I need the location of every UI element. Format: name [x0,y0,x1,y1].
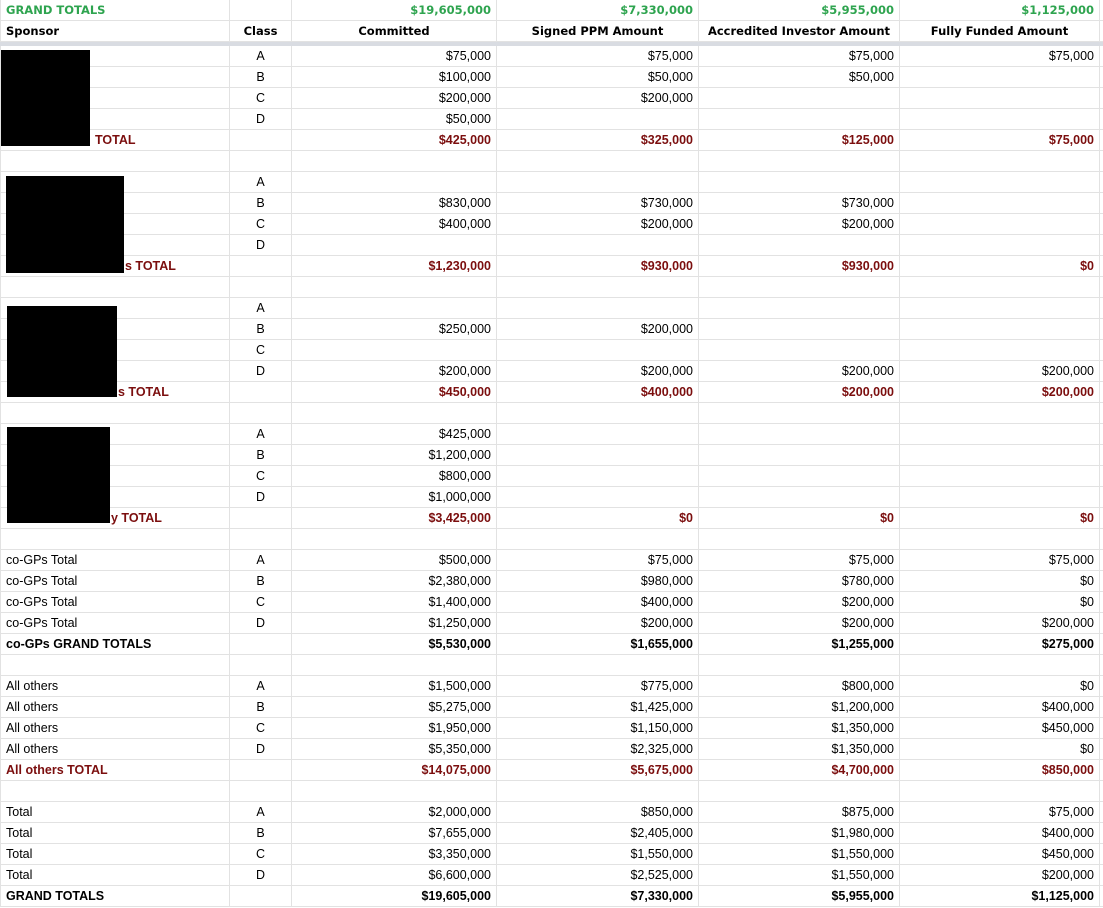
cell-sponsor[interactable]: co-GPs Total [0,592,230,612]
cell-fully-funded[interactable]: $0 [900,571,1100,591]
spacer-row [0,781,1103,802]
cell-signed-ppm[interactable]: $200,000 [497,319,699,339]
empty-cell[interactable] [900,781,1100,801]
cell-fully-funded[interactable]: $0 [900,676,1100,696]
column-header-row [0,21,1103,42]
table-row [0,88,1103,109]
cell-sponsor[interactable]: co-GPs Total [0,613,230,633]
cell-sponsor[interactable]: co-GPs Total [0,550,230,570]
cell-signed-ppm[interactable]: $730,000 [497,193,699,213]
grand-totals-committed[interactable]: $19,605,000 [292,0,497,20]
header-sponsor[interactable]: Sponsor [0,21,230,41]
table-row [0,445,1103,466]
cell-accredited[interactable] [699,487,900,507]
subtotal-label[interactable]: s TOTAL [0,382,230,402]
subtotal-accredited[interactable]: $930,000 [699,256,900,276]
cell-fully-funded[interactable]: $400,000 [900,697,1100,717]
subtotal-signed-ppm[interactable]: $930,000 [497,256,699,276]
cell-accredited[interactable]: $200,000 [699,592,900,612]
cell-accredited[interactable]: $800,000 [699,676,900,696]
cell-class[interactable]: B [230,193,292,213]
cell-class[interactable]: C [230,466,292,486]
cell-committed[interactable]: $75,000 [292,46,497,66]
subtotal-row [0,508,1103,529]
table-row [0,109,1103,130]
cell-signed-ppm[interactable] [497,466,699,486]
subtotal-class-cell[interactable] [230,886,292,906]
redaction-box [6,176,124,273]
cell-accredited[interactable]: $50,000 [699,67,900,87]
cell-class[interactable]: D [230,865,292,885]
cell-committed[interactable]: $100,000 [292,67,497,87]
subtotal-label[interactable]: GRAND TOTALS [0,886,230,906]
cell-committed[interactable]: $6,600,000 [292,865,497,885]
empty-cell[interactable] [0,403,230,423]
subtotal-row [0,130,1103,151]
cell-signed-ppm[interactable]: $200,000 [497,613,699,633]
cell-fully-funded[interactable] [900,466,1100,486]
cell-committed[interactable]: $400,000 [292,214,497,234]
header-committed[interactable]: Committed [292,21,497,41]
cell-signed-ppm[interactable]: $400,000 [497,592,699,612]
cell-class[interactable]: C [230,88,292,108]
table-row [0,802,1103,823]
cell-committed[interactable]: $425,000 [292,424,497,444]
grand-totals-top-row [0,0,1103,21]
cell-committed[interactable] [292,235,497,255]
empty-cell[interactable] [230,151,292,171]
table-row [0,235,1103,256]
subtotal-committed[interactable]: $450,000 [292,382,497,402]
cell-signed-ppm[interactable]: $1,150,000 [497,718,699,738]
cell-fully-funded[interactable] [900,319,1100,339]
cell-fully-funded[interactable]: $75,000 [900,46,1100,66]
cell-committed[interactable]: $1,200,000 [292,445,497,465]
cell-sponsor[interactable]: All others [0,697,230,717]
cell-fully-funded[interactable] [900,298,1100,318]
subtotal-accredited[interactable]: $1,255,000 [699,634,900,654]
grand-totals-label[interactable]: GRAND TOTALS [0,0,230,20]
table-row [0,487,1103,508]
cell-class[interactable]: D [230,739,292,759]
subtotal-label[interactable]: s TOTAL [0,256,230,276]
cell-signed-ppm[interactable]: $980,000 [497,571,699,591]
cell-signed-ppm[interactable]: $1,425,000 [497,697,699,717]
table-row [0,298,1103,319]
cell-fully-funded[interactable]: $75,000 [900,802,1100,822]
spacer-row [0,151,1103,172]
cell-sponsor[interactable]: All others [0,676,230,696]
cell-accredited[interactable] [699,445,900,465]
grand-totals-signed-ppm[interactable]: $7,330,000 [497,0,699,20]
redaction-box [1,50,90,146]
spacer-row [0,529,1103,550]
empty-cell[interactable] [230,403,292,423]
cell-committed[interactable]: $7,655,000 [292,823,497,843]
cell-class[interactable]: D [230,487,292,507]
subtotal-fully-funded[interactable]: $0 [900,256,1100,276]
table-row [0,193,1103,214]
table-row [0,214,1103,235]
empty-cell[interactable] [0,781,230,801]
cell-accredited[interactable]: $875,000 [699,802,900,822]
cell-committed[interactable]: $1,950,000 [292,718,497,738]
subtotal-fully-funded[interactable]: $850,000 [900,760,1100,780]
cell-committed[interactable]: $200,000 [292,361,497,381]
cell-class[interactable]: A [230,46,292,66]
cell-class[interactable]: A [230,802,292,822]
table-row [0,697,1103,718]
cell-fully-funded[interactable] [900,109,1100,129]
cell-sponsor[interactable]: co-GPs Total [0,571,230,591]
cell-fully-funded[interactable]: $450,000 [900,718,1100,738]
cell-fully-funded[interactable]: $200,000 [900,361,1100,381]
subtotal-committed[interactable]: $14,075,000 [292,760,497,780]
cell-accredited[interactable]: $730,000 [699,193,900,213]
cell-accredited[interactable]: $200,000 [699,613,900,633]
cell-fully-funded[interactable] [900,172,1100,192]
subtotal-accredited[interactable]: $4,700,000 [699,760,900,780]
empty-cell[interactable] [292,529,497,549]
cell-committed[interactable]: $1,250,000 [292,613,497,633]
subtotal-fully-funded[interactable]: $75,000 [900,130,1100,150]
cell-sponsor[interactable]: Total [0,802,230,822]
empty-cell[interactable] [699,151,900,171]
cell-committed[interactable]: $3,350,000 [292,844,497,864]
subtotal-row [0,382,1103,403]
empty-cell[interactable] [292,403,497,423]
table-row [0,592,1103,613]
cell-sponsor[interactable]: Total [0,844,230,864]
cell-accredited[interactable] [699,424,900,444]
cell-class[interactable]: A [230,676,292,696]
cell-fully-funded[interactable]: $0 [900,739,1100,759]
subtotal-signed-ppm[interactable]: $5,675,000 [497,760,699,780]
cell-accredited[interactable]: $1,350,000 [699,739,900,759]
table-row [0,172,1103,193]
cell-signed-ppm[interactable] [497,340,699,360]
empty-cell[interactable] [292,151,497,171]
cell-fully-funded[interactable]: $0 [900,592,1100,612]
cell-accredited[interactable]: $200,000 [699,361,900,381]
cell-sponsor[interactable]: All others [0,718,230,738]
subtotal-accredited[interactable]: $125,000 [699,130,900,150]
cell-fully-funded[interactable] [900,445,1100,465]
empty-cell[interactable] [699,655,900,675]
cell-signed-ppm[interactable] [497,445,699,465]
cell-signed-ppm[interactable]: $2,325,000 [497,739,699,759]
empty-cell[interactable] [497,529,699,549]
cell-fully-funded[interactable]: $400,000 [900,823,1100,843]
grand-totals-accredited[interactable]: $5,955,000 [699,0,900,20]
cell-fully-funded[interactable] [900,214,1100,234]
cell-accredited[interactable] [699,340,900,360]
empty-cell[interactable] [230,655,292,675]
cell-signed-ppm[interactable]: $2,405,000 [497,823,699,843]
cell-signed-ppm[interactable]: $200,000 [497,361,699,381]
empty-cell[interactable] [0,529,230,549]
table-row [0,718,1103,739]
cell-committed[interactable]: $500,000 [292,550,497,570]
subtotal-row [0,886,1103,907]
cell-class[interactable]: A [230,298,292,318]
empty-cell[interactable] [900,655,1100,675]
cell-signed-ppm[interactable]: $50,000 [497,67,699,87]
empty-cell[interactable] [900,151,1100,171]
empty-cell[interactable] [0,655,230,675]
table-row [0,424,1103,445]
cell-committed[interactable]: $2,000,000 [292,802,497,822]
empty-cell[interactable] [497,781,699,801]
redaction-box [7,427,110,523]
cell-committed[interactable] [292,340,497,360]
cell-accredited[interactable]: $75,000 [699,550,900,570]
table-row [0,550,1103,571]
subtotal-fully-funded[interactable]: $0 [900,508,1100,528]
cell-committed[interactable]: $5,275,000 [292,697,497,717]
cell-fully-funded[interactable] [900,424,1100,444]
cell-committed[interactable]: $5,350,000 [292,739,497,759]
cell-accredited[interactable] [699,298,900,318]
cell-class[interactable]: D [230,235,292,255]
subtotal-signed-ppm[interactable]: $7,330,000 [497,886,699,906]
cell-class[interactable]: B [230,697,292,717]
spacer-row [0,655,1103,676]
grand-totals-fully-funded[interactable]: $1,125,000 [900,0,1100,20]
cell-accredited[interactable] [699,109,900,129]
cell-committed[interactable]: $50,000 [292,109,497,129]
subtotal-label[interactable]: y TOTAL [0,508,230,528]
subtotal-class-cell[interactable] [230,760,292,780]
cell-accredited[interactable]: $1,980,000 [699,823,900,843]
empty-cell[interactable] [900,403,1100,423]
cell-class[interactable]: D [230,613,292,633]
empty-cell[interactable] [0,151,230,171]
subtotal-accredited[interactable]: $0 [699,508,900,528]
cell-signed-ppm[interactable]: $200,000 [497,214,699,234]
table-row [0,571,1103,592]
header-accredited[interactable]: Accredited Investor Amount [699,21,900,41]
subtotal-label[interactable]: co-GPs GRAND TOTALS [0,634,230,654]
cell-committed[interactable] [292,172,497,192]
cell-class[interactable]: C [230,340,292,360]
empty-cell[interactable] [0,277,230,297]
cell-accredited[interactable]: $1,550,000 [699,844,900,864]
cell-signed-ppm[interactable] [497,424,699,444]
empty-cell[interactable] [230,781,292,801]
empty-cell[interactable] [699,403,900,423]
cell-signed-ppm[interactable] [497,172,699,192]
grand-totals-class-cell[interactable] [230,0,292,20]
cell-class[interactable]: C [230,718,292,738]
redaction-box [7,306,117,397]
cell-class[interactable]: A [230,172,292,192]
subtotal-class-cell[interactable] [230,256,292,276]
empty-cell[interactable] [699,781,900,801]
cell-signed-ppm[interactable]: $75,000 [497,46,699,66]
table-body [0,46,1103,907]
cell-class[interactable]: B [230,319,292,339]
cell-accredited[interactable]: $780,000 [699,571,900,591]
table-row [0,823,1103,844]
cell-accredited[interactable]: $1,200,000 [699,697,900,717]
cell-fully-funded[interactable] [900,193,1100,213]
empty-cell[interactable] [699,277,900,297]
subtotal-class-cell[interactable] [230,382,292,402]
cell-signed-ppm[interactable]: $75,000 [497,550,699,570]
subtotal-row [0,634,1103,655]
empty-cell[interactable] [292,781,497,801]
table-row [0,676,1103,697]
cell-accredited[interactable] [699,466,900,486]
subtotal-committed[interactable]: $5,530,000 [292,634,497,654]
header-class[interactable]: Class [230,21,292,41]
subtotal-signed-ppm[interactable]: $325,000 [497,130,699,150]
cell-class[interactable]: C [230,844,292,864]
cell-fully-funded[interactable] [900,235,1100,255]
cell-class[interactable]: B [230,67,292,87]
header-signed-ppm[interactable]: Signed PPM Amount [497,21,699,41]
empty-cell[interactable] [292,277,497,297]
cell-class[interactable]: B [230,445,292,465]
subtotal-fully-funded[interactable]: $200,000 [900,382,1100,402]
cell-signed-ppm[interactable]: $775,000 [497,676,699,696]
subtotal-accredited[interactable]: $5,955,000 [699,886,900,906]
subtotal-accredited[interactable]: $200,000 [699,382,900,402]
subtotal-row [0,256,1103,277]
cell-class[interactable]: B [230,571,292,591]
subtotal-signed-ppm[interactable]: $1,655,000 [497,634,699,654]
table-row [0,865,1103,886]
table-row [0,739,1103,760]
empty-cell[interactable] [497,655,699,675]
cell-class[interactable]: A [230,424,292,444]
empty-cell[interactable] [292,655,497,675]
cell-fully-funded[interactable]: $75,000 [900,550,1100,570]
subtotal-committed[interactable]: $3,425,000 [292,508,497,528]
subtotal-committed[interactable]: $425,000 [292,130,497,150]
header-fully-funded[interactable]: Fully Funded Amount [900,21,1100,41]
cell-committed[interactable]: $1,400,000 [292,592,497,612]
cell-accredited[interactable]: $75,000 [699,46,900,66]
cell-sponsor[interactable]: Total [0,865,230,885]
cell-fully-funded[interactable]: $450,000 [900,844,1100,864]
subtotal-committed[interactable]: $1,230,000 [292,256,497,276]
cell-accredited[interactable]: $200,000 [699,214,900,234]
subtotal-label[interactable]: TOTAL [0,130,230,150]
cell-signed-ppm[interactable]: $850,000 [497,802,699,822]
empty-cell[interactable] [230,529,292,549]
empty-cell[interactable] [230,277,292,297]
empty-cell[interactable] [699,529,900,549]
table-row [0,46,1103,67]
subtotal-class-cell[interactable] [230,508,292,528]
subtotal-class-cell[interactable] [230,130,292,150]
cell-class[interactable]: D [230,361,292,381]
table-row [0,319,1103,340]
cell-class[interactable]: D [230,109,292,129]
table-row [0,67,1103,88]
cell-committed[interactable]: $1,000,000 [292,487,497,507]
cell-signed-ppm[interactable]: $2,525,000 [497,865,699,885]
cell-signed-ppm[interactable] [497,298,699,318]
subtotal-class-cell[interactable] [230,634,292,654]
subtotal-label[interactable]: All others TOTAL [0,760,230,780]
cell-committed[interactable]: $1,500,000 [292,676,497,696]
cell-class[interactable]: C [230,592,292,612]
subtotal-signed-ppm[interactable]: $400,000 [497,382,699,402]
cell-signed-ppm[interactable]: $1,550,000 [497,844,699,864]
subtotal-signed-ppm[interactable]: $0 [497,508,699,528]
empty-cell[interactable] [900,277,1100,297]
cell-committed[interactable]: $830,000 [292,193,497,213]
cell-accredited[interactable]: $1,350,000 [699,718,900,738]
cell-fully-funded[interactable] [900,88,1100,108]
cell-class[interactable]: B [230,823,292,843]
cell-fully-funded[interactable]: $200,000 [900,865,1100,885]
cell-accredited[interactable] [699,88,900,108]
subtotal-fully-funded[interactable]: $275,000 [900,634,1100,654]
cell-committed[interactable]: $200,000 [292,88,497,108]
cell-fully-funded[interactable] [900,487,1100,507]
spacer-row [0,277,1103,298]
cell-class[interactable]: A [230,550,292,570]
cell-signed-ppm[interactable]: $200,000 [497,88,699,108]
subtotal-fully-funded[interactable]: $1,125,000 [900,886,1100,906]
cell-sponsor[interactable]: Total [0,823,230,843]
cell-committed[interactable]: $800,000 [292,466,497,486]
table-row [0,361,1103,382]
cell-committed[interactable] [292,298,497,318]
cell-accredited[interactable] [699,319,900,339]
cell-fully-funded[interactable] [900,340,1100,360]
table-row [0,466,1103,487]
cell-committed[interactable]: $250,000 [292,319,497,339]
subtotal-row [0,760,1103,781]
empty-cell[interactable] [497,403,699,423]
cell-signed-ppm[interactable] [497,109,699,129]
subtotal-committed[interactable]: $19,605,000 [292,886,497,906]
cell-accredited[interactable]: $1,550,000 [699,865,900,885]
empty-cell[interactable] [497,151,699,171]
cell-fully-funded[interactable] [900,67,1100,87]
cell-accredited[interactable] [699,235,900,255]
cell-fully-funded[interactable]: $200,000 [900,613,1100,633]
table-row [0,340,1103,361]
spacer-row [0,403,1103,424]
empty-cell[interactable] [497,277,699,297]
cell-accredited[interactable] [699,172,900,192]
table-row [0,613,1103,634]
cell-class[interactable]: C [230,214,292,234]
cell-signed-ppm[interactable] [497,487,699,507]
cell-committed[interactable]: $2,380,000 [292,571,497,591]
empty-cell[interactable] [900,529,1100,549]
cell-sponsor[interactable]: All others [0,739,230,759]
table-row [0,844,1103,865]
cell-signed-ppm[interactable] [497,235,699,255]
